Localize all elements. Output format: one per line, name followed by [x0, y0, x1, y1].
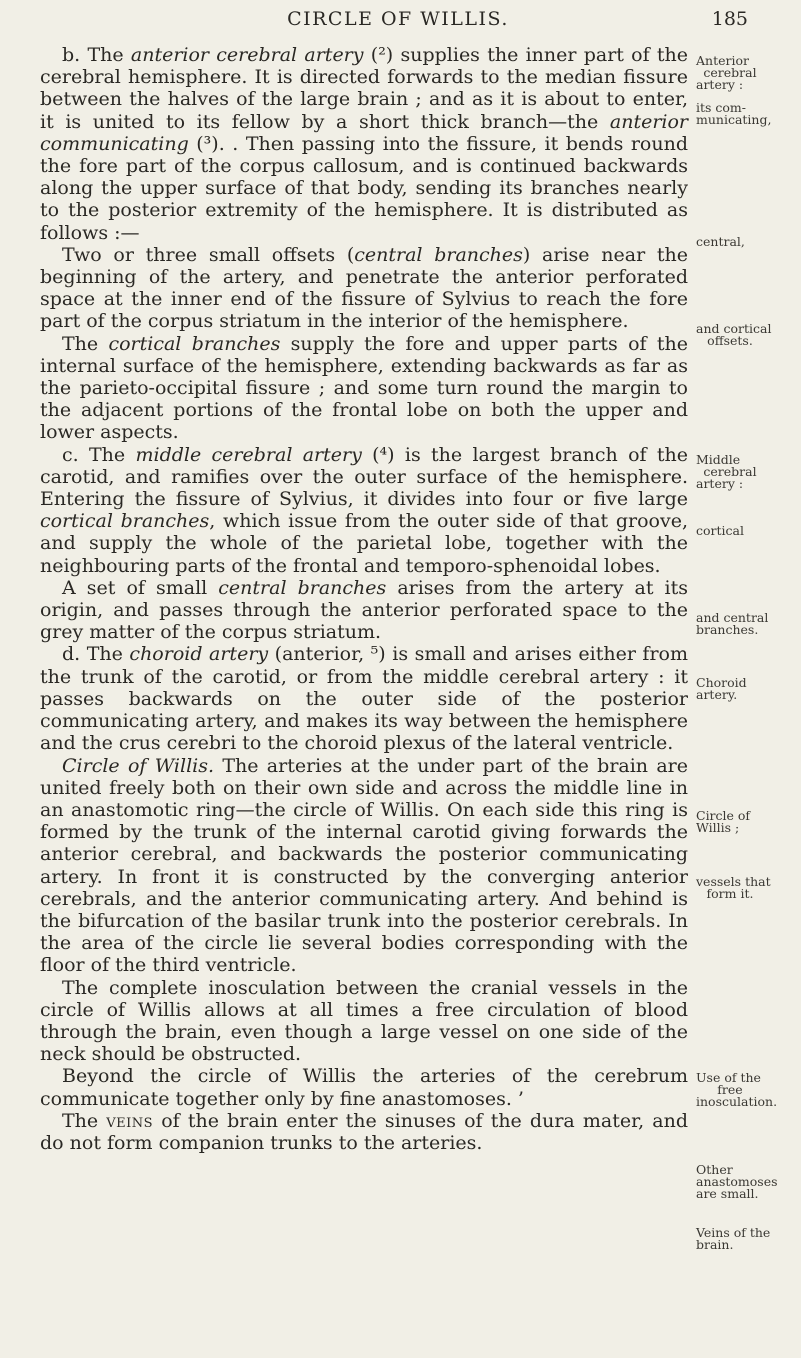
paragraph-inosculation: The complete inosculation between the cranial vessels in the circle of Willis allows at all times a free circulation of blood through the brain, even though a large vessel on one side of the neck should be obstructed.	[40, 976, 688, 1066]
paragraph-anterior-cerebral: b. The anterior cerebral artery (²) supplies the inner part of the cerebral hemisphere. It is directed forwards to the median fissure between the halves of the large brain ; and as it is about to enter, it is united to its fellow by a short thick branch—the anterior communicating (³). . Then passing into the fissure, it bends round the fore part of the corpus callosum, and is continued backwards along the upper surface of that body, sending its branches nearly to the posterior extremity of the hemisphere. It is distributed as follows :—	[40, 44, 689, 244]
margin-note-vessels: vessels that form it.	[696, 874, 771, 901]
page-number: 185	[711, 8, 748, 30]
paragraph-central-branches: Two or three small offsets (central branches) arise near the beginning of the artery, and penetrate the anterior perforated space at the inner end of the fissure of Sylvius to reach the fore part of the corpus striatum in the interior of the hemisphere.	[40, 243, 688, 333]
running-title: CIRCLE OF WILLIS.	[287, 8, 509, 30]
paragraph-choroid-artery: d. The choroid artery (anterior, ⁵) is small and arises either from the trunk of the carotid, or from the middle cerebral artery : it passes backwards on the outer side of the posterior communicating artery, and makes its way between the hemisphere and the crus cerebri to the choroid plexus of the lateral ventricle.	[40, 643, 688, 755]
margin-note-veins: Veins of the brain.	[696, 1225, 771, 1252]
paragraph-middle-central-branches: A set of small central branches arises from the artery at its origin, and passes through the anterior perforated space to the grey matter of the corpus striatum.	[40, 576, 689, 644]
margin-note-anterior-cerebral: Anterior cerebral artery :	[696, 53, 757, 92]
paragraph-circle-of-willis: Circle of Willis. The arteries at the under part of the brain are united freely both on their own side and across the middle line in an anastomotic ring—the circle of Willis. On each side this ring is formed by the trunk of the internal carotid giving forwards the anterior cerebral, and backwards the posterior communicating artery. In front it is constructed by the converging anterior cerebrals, and the anterior communicating artery. And behind is the bifurcation of the basilar trunk into the posterior cerebrals. In the area of the circle lie several bodies corresponding with the floor of the third ventricle.	[40, 754, 688, 977]
paragraph-anastomoses: Beyond the circle of Willis the arteries of the cerebrum communicate together only by fine anastomoses. ’	[40, 1065, 688, 1110]
paragraph-cortical-branches: The cortical branches supply the fore and upper parts of the internal surface of the hemisphere, extending backwards as far as the parieto-occipital fissure ; and some turn round the margin to the adjacent portions of the frontal lobe on both the upper and lower aspects.	[40, 332, 688, 444]
margin-note-central-branches: and central branches.	[696, 610, 769, 637]
main-text	[40, 44, 688, 1154]
margin-note-choroid: Choroid artery.	[696, 675, 747, 702]
margin-note-cortical: cortical	[696, 523, 744, 538]
margin-note-anastomoses: Other anastomoses are small.	[696, 1162, 778, 1201]
margin-note-cortical-offsets: and cortical offsets.	[696, 321, 772, 348]
margin-note-communicating: its com- municating,	[696, 100, 772, 127]
margin-note-circle-of-willis: Circle of Willis ;	[696, 808, 751, 835]
page-header	[48, 8, 748, 36]
margin-note-inosculation: Use of the free inosculation.	[696, 1070, 778, 1109]
paragraph-middle-cerebral: c. The middle cerebral artery (⁴) is the largest branch of the carotid, and ramifies over the outer surface of the hemisphere. Entering the fissure of Sylvius, it divides into four or five large cortical branches, which issue from the outer side of that groove, and supply the whole of the parietal lobe, together with the neighbouring parts of the frontal and temporo-sphenoidal lobes.	[40, 443, 688, 577]
paragraph-veins: The veins of the brain enter the sinuses of the dura mater, and do not form companion trunks to the arteries.	[40, 1109, 688, 1154]
margin-note-middle-cerebral: Middle cerebral artery :	[696, 452, 757, 491]
margin-note-central: central,	[696, 234, 745, 249]
